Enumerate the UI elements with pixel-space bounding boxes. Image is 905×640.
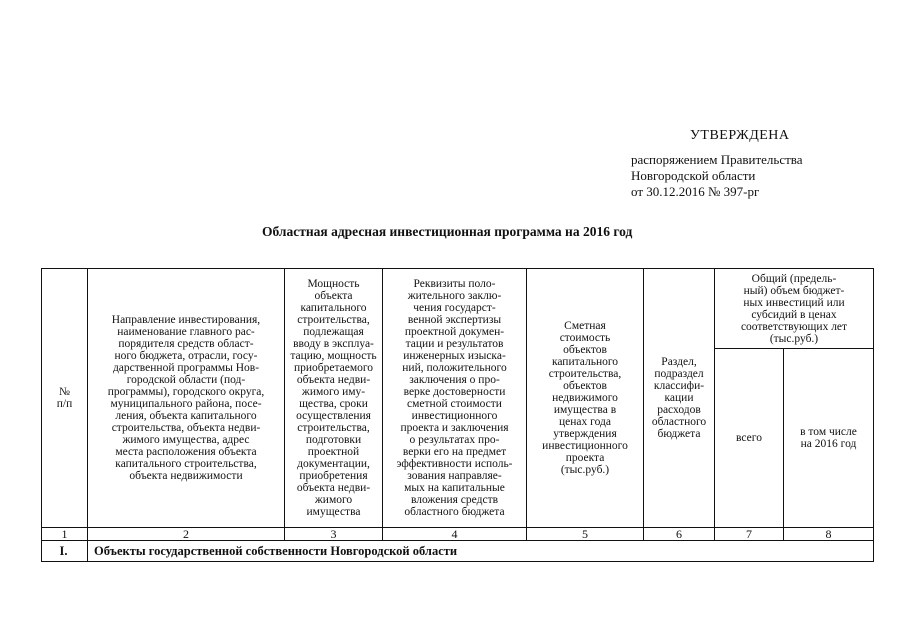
column-number: 5 bbox=[527, 528, 644, 541]
header-text-line: жимого иму- bbox=[301, 386, 366, 398]
header-text-line: порядителя средств област- bbox=[118, 338, 254, 350]
header-text-line: подраздел bbox=[654, 368, 704, 380]
header-text-line: ного бюджета, отрасли, госу- bbox=[114, 350, 258, 362]
header-text-line: Мощность bbox=[307, 278, 360, 290]
header-text-line: программы), городского округа, bbox=[107, 386, 265, 398]
header-text-line: капитального строительства, bbox=[115, 458, 257, 470]
header-total bbox=[715, 349, 784, 528]
header-text-line: приобретения bbox=[299, 470, 368, 482]
header-text-line: объектов bbox=[563, 380, 607, 392]
header-text-line: Сметная bbox=[564, 320, 606, 332]
header-text-line: строительства, bbox=[548, 368, 622, 380]
column-number: 8 bbox=[784, 528, 874, 541]
column-number-row bbox=[42, 528, 874, 541]
header-text-line: щества, сроки bbox=[299, 398, 368, 410]
header-text-line: дарственной программы Нов- bbox=[112, 362, 260, 374]
header-text-line: бюджета bbox=[657, 428, 701, 440]
header-text-line: проектной докумен- bbox=[404, 326, 505, 338]
header-text-line: сметной стоимости bbox=[407, 398, 502, 410]
header-text-line: объекта bbox=[314, 290, 353, 302]
header-text-line: чения государст- bbox=[413, 302, 496, 314]
header-text-line: тацию, мощность bbox=[290, 350, 377, 362]
header-text-line: (тыс.руб.) bbox=[769, 332, 819, 345]
header-text-line: зования направляе- bbox=[407, 470, 502, 482]
header-text-line: строительства, объекта недви- bbox=[111, 422, 261, 434]
header-text-line: венной экспертизы bbox=[407, 314, 502, 326]
header-text-line: капитального bbox=[300, 302, 367, 314]
header-text-line: всего bbox=[736, 432, 762, 444]
section-row bbox=[42, 541, 874, 562]
section-number: I. bbox=[42, 541, 88, 562]
header-text-line: классифи- bbox=[653, 380, 705, 392]
header-text-line: ный) объем бюджет- bbox=[743, 284, 845, 297]
header-text-line: недвижимого bbox=[552, 392, 618, 404]
header-text-line: инвестиционного bbox=[542, 440, 628, 452]
decree-line: Новгородской области bbox=[631, 168, 756, 183]
header-text-line: документации, bbox=[297, 458, 370, 470]
header-text-line: Реквизиты поло- bbox=[413, 278, 496, 290]
header-text-line: проектной bbox=[307, 446, 360, 458]
header-text-line: жительного заклю- bbox=[407, 290, 502, 302]
header-text-line: мых на капитальные bbox=[404, 482, 505, 494]
header-text-line: городской области (под- bbox=[126, 374, 246, 386]
header-2016 bbox=[784, 349, 874, 528]
decree-line: распоряжением Правительства bbox=[631, 152, 803, 167]
column-number: 4 bbox=[383, 528, 527, 541]
header-text-line: ценах года bbox=[559, 416, 611, 428]
header-text-line: подготовки bbox=[305, 434, 362, 446]
header-text-line: тации и результатов bbox=[405, 338, 504, 350]
header-text-line: № bbox=[59, 386, 70, 398]
header-text-line: имущества bbox=[306, 506, 361, 518]
approval-heading: УТВЕРЖДЕНА bbox=[690, 128, 790, 143]
header-text-line: наименование главного рас- bbox=[117, 326, 255, 338]
column-number: 6 bbox=[644, 528, 715, 541]
header-text-line: верки его на предмет bbox=[402, 446, 507, 458]
header-text-line: объекта недви- bbox=[296, 374, 371, 386]
header-text-line: эффективности исполь- bbox=[396, 458, 513, 470]
header-text-line: проекта bbox=[565, 452, 605, 464]
column-number: 7 bbox=[715, 528, 784, 541]
header-text-line: объектов bbox=[563, 344, 607, 356]
header-number bbox=[42, 269, 88, 528]
header-text-line: инвестиционного bbox=[411, 410, 498, 422]
decree-line: от 30.12.2016 № 397-рг bbox=[631, 184, 760, 199]
header-text-line: вводу в эксплуа- bbox=[293, 338, 374, 350]
header-estimated-cost bbox=[527, 269, 644, 528]
header-text-line: расходов bbox=[657, 404, 701, 416]
header-text-line: муниципального района, посе- bbox=[110, 398, 262, 410]
header-text-line: (тыс.руб.) bbox=[560, 464, 610, 476]
header-text-line: имущества в bbox=[553, 404, 617, 416]
column-number: 3 bbox=[285, 528, 383, 541]
header-text-line: капитального bbox=[551, 356, 619, 368]
header-text-line: о результатах про- bbox=[409, 434, 500, 446]
header-text-line: подлежащая bbox=[303, 326, 364, 338]
header-text-line: вложения средств bbox=[410, 494, 499, 506]
header-text-line: субсидий в ценах bbox=[751, 308, 837, 321]
header-text-line: верке достоверности bbox=[403, 386, 506, 398]
header-text-line: объекта недви- bbox=[296, 482, 371, 494]
header-text-line: Общий (предель- bbox=[751, 272, 837, 285]
header-text-line: в том числе bbox=[800, 426, 857, 438]
header-text-line: Направление инвестирования, bbox=[111, 314, 261, 326]
header-text-line: строительства, bbox=[297, 422, 370, 434]
header-text-line: строительства, bbox=[297, 314, 370, 326]
header-text-line: на 2016 год bbox=[800, 438, 857, 450]
header-text-line: областного bbox=[651, 416, 707, 428]
header-text-line: ления, объекта капитального bbox=[115, 410, 257, 422]
header-text-line: кации bbox=[664, 392, 694, 404]
header-text-line: жимого bbox=[314, 494, 353, 506]
header-budget-classification bbox=[644, 269, 715, 528]
header-text-line: Раздел, bbox=[661, 356, 697, 368]
header-text-line: проекта и заключения bbox=[400, 422, 509, 434]
header-text-line: ных инвестиций или bbox=[743, 296, 845, 309]
section-label: Объекты государственной собственности Новгородской области bbox=[88, 541, 874, 562]
header-text-line: места расположения объекта bbox=[115, 446, 257, 458]
header-text-line: приобретаемого bbox=[293, 362, 374, 374]
header-text-line: утверждения bbox=[553, 428, 617, 440]
investment-program-table bbox=[41, 268, 874, 562]
header-text-line: соответствующих лет bbox=[740, 320, 848, 333]
header-text-line: заключения о про- bbox=[409, 374, 500, 386]
header-text-line: п/п bbox=[56, 398, 73, 410]
header-text-line: инженерных изыска- bbox=[403, 350, 506, 362]
header-direction bbox=[88, 269, 285, 528]
header-text-line: стоимость bbox=[559, 332, 611, 344]
header-expertise bbox=[383, 269, 527, 528]
header-text-line: осуществления bbox=[296, 410, 371, 422]
approval-decree bbox=[631, 152, 803, 200]
column-number: 1 bbox=[42, 528, 88, 541]
document-title: Областная адресная инвестиционная программа на 2016 год bbox=[262, 224, 633, 239]
header-capacity bbox=[285, 269, 383, 528]
header-text-line: объекта недвижимости bbox=[129, 470, 243, 482]
header-text-line: ний, положительного bbox=[402, 362, 507, 374]
header-text-line: областного бюджета bbox=[404, 506, 505, 518]
column-number: 2 bbox=[88, 528, 285, 541]
header-text-line: жимого имущества, адрес bbox=[122, 434, 250, 446]
header-total-volume bbox=[715, 269, 874, 349]
